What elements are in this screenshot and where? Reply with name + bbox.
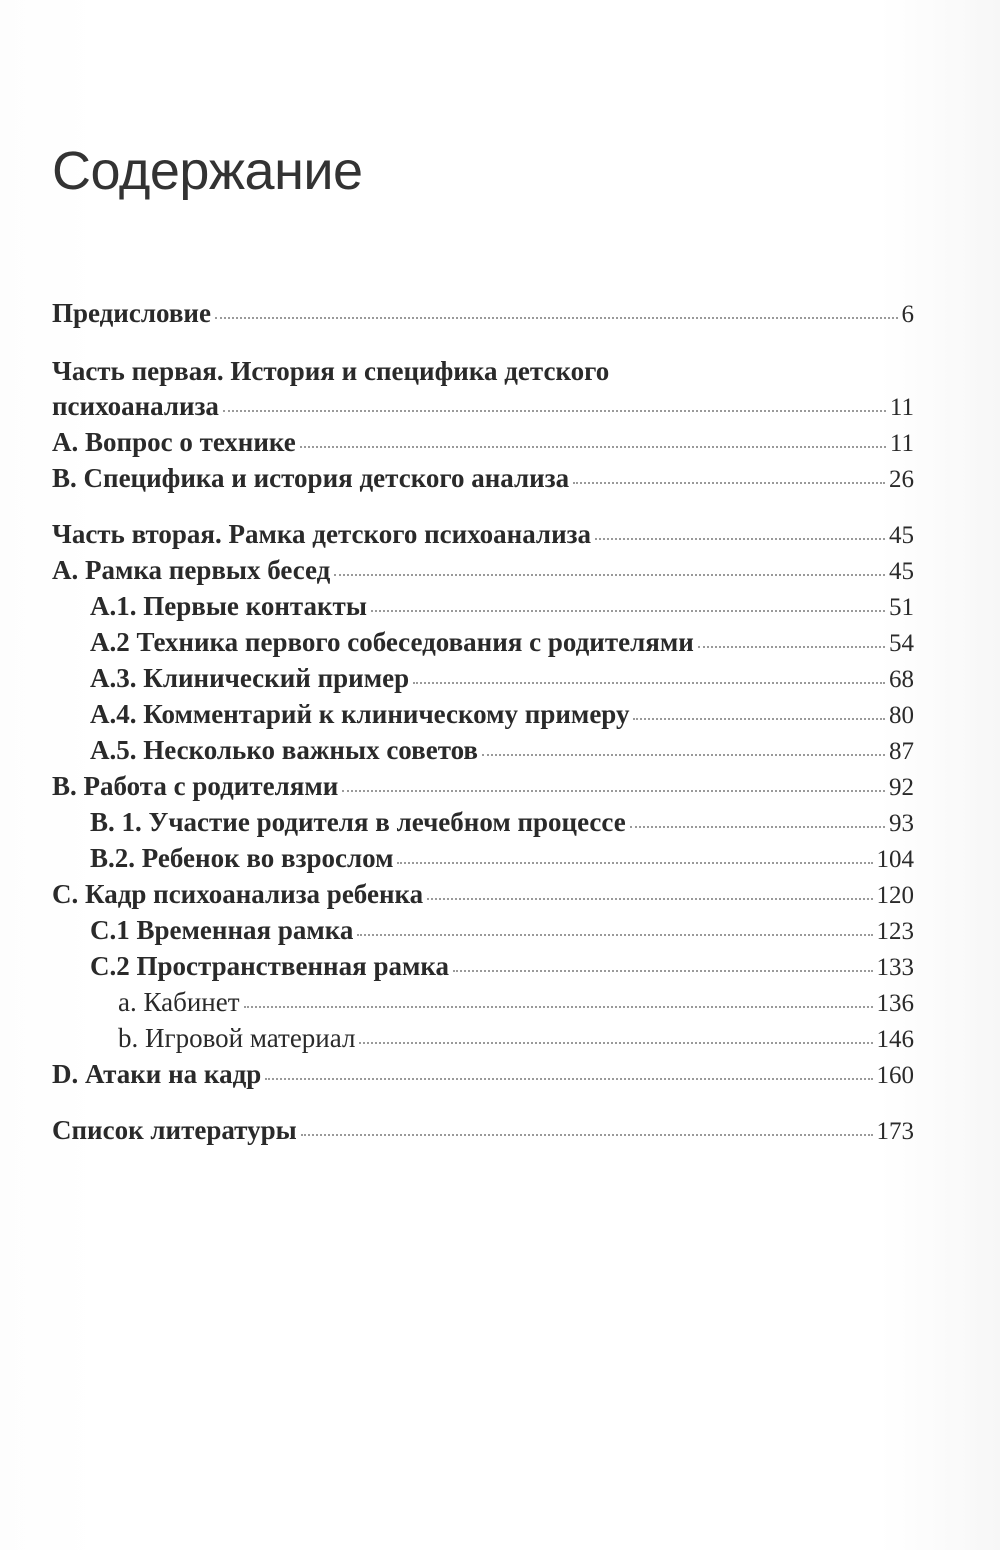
toc-entry-label: А.3. Клинический пример: [90, 663, 410, 693]
dot-leader: [265, 1078, 872, 1080]
toc-page-number: 93: [889, 810, 914, 837]
toc-entry-part-two-b1: [52, 805, 914, 841]
toc-page-number: 136: [876, 990, 914, 1017]
toc-entry-part-two-c2b: [52, 1021, 914, 1057]
dot-leader: [453, 970, 872, 972]
toc-entry-part-one: [52, 354, 914, 425]
toc-entry-label: В.2. Ребенок во взрослом: [90, 843, 394, 873]
toc-page-number: 26: [889, 466, 914, 493]
toc-entry-part-two-d: [52, 1057, 914, 1093]
toc-entry-label: С. Кадр психоанализа ребенка: [52, 879, 424, 909]
toc-entry-part-two-a2: [52, 625, 914, 661]
dot-leader: [633, 718, 885, 720]
dot-leader: [427, 898, 872, 900]
dot-leader: [244, 1006, 873, 1008]
toc-entry-label: В. Специфика и история детского анализа: [52, 463, 570, 493]
toc-entry-part-two-a4: [52, 697, 914, 733]
toc-page-number: 45: [889, 522, 914, 549]
dot-leader: [359, 1042, 872, 1044]
toc-page-number: 80: [889, 702, 914, 729]
toc-page-number: 133: [876, 954, 914, 981]
toc-entry-label: А.1. Первые контакты: [90, 591, 367, 621]
toc-entry-label: a. Кабинет: [118, 987, 240, 1017]
dot-leader: [413, 682, 885, 684]
toc-entry-part-two-b2: [52, 841, 914, 877]
toc-page-number: 123: [876, 918, 914, 945]
toc-entry-part-two-c1: [52, 913, 914, 949]
toc-entry-label: В. Работа с родителями: [52, 771, 339, 801]
toc-entry-part-two-a1: [52, 589, 914, 625]
toc-entry-part-two-b: [52, 769, 914, 805]
table-of-contents: [52, 296, 914, 1149]
dot-leader: [357, 934, 872, 936]
dot-leader: [698, 646, 885, 648]
dot-leader: [630, 826, 885, 828]
toc-page-number: 68: [889, 666, 914, 693]
toc-entry-label: А. Вопрос о технике: [52, 427, 296, 457]
toc-entry-label: b. Игровой материал: [118, 1023, 356, 1053]
toc-entry-part-two-a5: [52, 733, 914, 769]
toc-page-number: 120: [876, 882, 914, 909]
toc-entry-part-two-c2a: [52, 985, 914, 1021]
dot-leader: [573, 482, 885, 484]
toc-entry-label: С.1 Временная рамка: [90, 915, 354, 945]
toc-entry-label: А.4. Комментарий к клиническому примеру: [90, 699, 630, 729]
toc-entry-label-line-1: Часть первая. История и специфика детского: [52, 356, 610, 386]
dot-leader: [301, 1134, 873, 1136]
toc-entry-label-line-2: психоанализа: [52, 391, 219, 421]
toc-page-number: 87: [889, 738, 914, 765]
toc-page-number: 146: [876, 1026, 914, 1053]
toc-entry-label: А.5. Несколько важных советов: [90, 735, 479, 765]
toc-page-number: 11: [889, 430, 914, 457]
dot-leader: [223, 410, 886, 412]
toc-page-number: 160: [876, 1062, 914, 1089]
toc-entry-label: С.2 Пространственная рамка: [90, 951, 450, 981]
toc-page-number: 173: [876, 1118, 914, 1145]
toc-page-number: 6: [901, 301, 914, 328]
toc-entry-part-one-b: [52, 461, 914, 497]
toc-entry-label: Часть вторая. Рамка детского психоанализа: [52, 519, 591, 549]
dot-leader: [342, 790, 885, 792]
dot-leader: [371, 610, 885, 612]
toc-entry-part-two: [52, 517, 914, 553]
toc-entry-part-two-c2: [52, 949, 914, 985]
toc-entry-label: D. Атаки на кадр: [52, 1059, 262, 1089]
toc-entry-preface: [52, 296, 914, 332]
page-title: Содержание: [52, 141, 363, 201]
toc-entry-label: Предисловие: [52, 298, 211, 328]
toc-entry-label: А. Рамка первых бесед: [52, 555, 331, 585]
toc-page-number: 45: [889, 558, 914, 585]
toc-entry-bibliography: [52, 1113, 914, 1149]
toc-page-number: 51: [889, 594, 914, 621]
toc-page-number: 104: [876, 846, 914, 873]
toc-entry-part-one-a: [52, 425, 914, 461]
toc-entry-label: В. 1. Участие родителя в лечебном процессе: [90, 807, 626, 837]
dot-leader: [482, 754, 885, 756]
toc-page-number: 54: [889, 630, 914, 657]
dot-leader: [397, 862, 872, 864]
toc-entry-label: Список литературы: [52, 1115, 297, 1145]
dot-leader: [215, 317, 898, 319]
toc-entry-part-two-c: [52, 877, 914, 913]
toc-page-number: 92: [889, 774, 914, 801]
toc-entry-label: А.2 Техника первого собеседования с родителями: [90, 627, 694, 657]
dot-leader: [334, 574, 885, 576]
toc-entry-part-two-a: [52, 553, 914, 589]
dot-leader: [595, 538, 885, 540]
toc-page-number: 11: [889, 394, 914, 421]
dot-leader: [300, 446, 886, 448]
toc-entry-part-two-a3: [52, 661, 914, 697]
